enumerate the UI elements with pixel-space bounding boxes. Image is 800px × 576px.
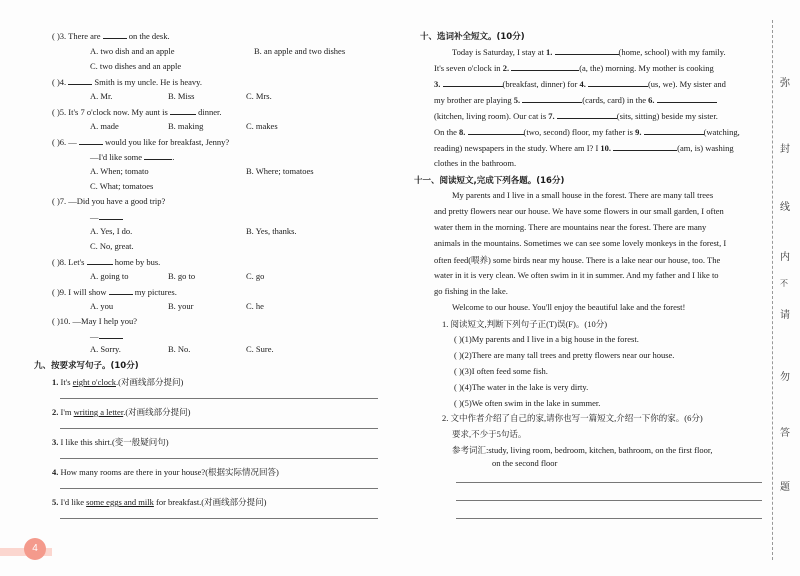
answer-blank[interactable] [170, 106, 196, 115]
question-10: ( )10. —May I help you? [52, 316, 137, 326]
writing-line[interactable] [456, 500, 762, 501]
cloze-line-7: reading) newspapers in the study. Where am I? I 10. (am, is) washing [434, 143, 734, 153]
section-10-title: 十、选词补全短文。(10分) [420, 32, 525, 42]
sentence-4: 4. How many rooms are there in your house?(根据实际情况回答) [52, 467, 279, 477]
question-7: ( )7. —Did you have a good trip? [52, 196, 166, 206]
answer-blank[interactable] [522, 94, 582, 103]
answer-blank[interactable] [613, 142, 677, 151]
sentence-1: 1. It's eight o'clock.(对画线部分提问) [52, 377, 184, 387]
answer-blank[interactable] [79, 136, 103, 145]
question-9: ( )9. I will show my pictures. [52, 287, 177, 297]
reading-q2-reference-cont: on the second floor [492, 458, 558, 468]
option-a: A. When; tomato [90, 166, 149, 176]
option-a: A. two dish and an apple [90, 46, 175, 56]
passage-line: go fishing in the lake. [434, 286, 508, 296]
answer-line[interactable] [60, 398, 378, 399]
sentence-3: 3. I like this shirt.(变一般疑问句) [52, 437, 169, 447]
sentence-2: 2. I'm writing a letter.(对画线部分提问) [52, 407, 191, 417]
page-number: 4 [24, 538, 46, 560]
answer-blank[interactable] [87, 256, 113, 265]
answer-line[interactable] [60, 428, 378, 429]
sentence-5: 5. I'd like some eggs and milk for breakfast.(对画线部分提问) [52, 497, 267, 507]
question-7-reply: — [90, 211, 123, 222]
passage-line: animals in the mountains. Sometimes we can see some lovely monkeys in the forest, I [434, 238, 727, 248]
answer-blank[interactable] [103, 30, 127, 39]
question-4: ( )4. Smith is my uncle. He is heavy. [52, 77, 202, 87]
answer-blank[interactable] [443, 78, 503, 87]
side-char: 弥 [780, 78, 790, 89]
passage-line: Welcome to our house. You'll enjoy the beautiful lake and the forest! [452, 302, 686, 312]
option-b: B. your [168, 301, 194, 311]
side-char: 不 [780, 279, 788, 288]
answer-blank[interactable] [511, 62, 579, 71]
reading-q1-title: 1. 阅读短文,判断下列句子正(T)误(F)。(10分) [442, 319, 608, 329]
answer-blank[interactable] [68, 76, 92, 85]
question-3: ( )3. There are on the desk. [52, 31, 170, 41]
option-a: A. going to [90, 271, 129, 281]
answer-blank[interactable] [555, 46, 619, 55]
answer-line[interactable] [60, 488, 378, 489]
reading-q2-reference: 参考词汇:study, living room, bedroom, kitchen, bathroom, on the first floor, [452, 445, 713, 455]
writing-line[interactable] [456, 518, 762, 519]
option-b: B. making [168, 121, 204, 131]
option-b: B. Yes, thanks. [246, 226, 297, 236]
passage-line: often feed(喂养) some birds near my house. There is a lake near our house, too. The [434, 255, 721, 265]
option-c: C. go [246, 271, 265, 281]
question-8: ( )8. Let's home by bus. [52, 257, 161, 267]
option-a: A. Yes, I do. [90, 226, 133, 236]
side-char: 题 [780, 482, 790, 493]
option-c: C. No, great. [90, 241, 134, 251]
option-b: B. an apple and two dishes [254, 46, 346, 56]
cloze-line-6: On the 8. (two, second) floor, my father is 9. (watching, [434, 127, 740, 137]
option-a: A. made [90, 121, 119, 131]
option-c: C. What; tomatoes [90, 181, 154, 191]
tf-item: ( )(1)My parents and I live in a big house in the forest. [454, 334, 639, 344]
answer-blank[interactable] [644, 126, 704, 135]
option-a: A. Mr. [90, 91, 113, 101]
cloze-line-5: (kitchen, living room). Our cat is 7. (sits, sitting) beside my sister. [434, 111, 718, 121]
side-char: 线 [780, 202, 790, 213]
passage-line: My parents and I live in a small house in the forest. There are many tall trees [452, 190, 714, 200]
reading-q2-title: 2. 文中作者介绍了自己的家,请你也写一篇短文,介绍一下你的家。(6分) [442, 413, 703, 423]
option-c: C. Mrs. [246, 91, 272, 101]
section-9-title: 九、按要求写句子。(10分) [34, 361, 139, 371]
passage-line: water in it is very clean. We often swim in it in summer. And my father and I like to [434, 270, 719, 280]
answer-blank[interactable] [99, 330, 123, 339]
option-c: C. Sure. [246, 344, 274, 354]
question-6-reply: —I'd like some . [90, 152, 175, 162]
cloze-line-2: It's seven o'clock in 2. (a, the) morning. My mother is cooking [434, 63, 714, 73]
side-char: 勿 [780, 372, 790, 383]
passage-line: water them in the morning. There are mountains near the forest. There are many [434, 222, 707, 232]
writing-line[interactable] [456, 482, 762, 483]
answer-line[interactable] [60, 458, 378, 459]
answer-blank[interactable] [468, 126, 524, 135]
answer-blank[interactable] [557, 110, 617, 119]
tf-item: ( )(3)I often feed some fish. [454, 366, 548, 376]
option-b: B. go to [168, 271, 196, 281]
option-b: B. No. [168, 344, 191, 354]
tf-item: ( )(5)We often swim in the lake in summer. [454, 398, 601, 408]
answer-blank[interactable] [657, 94, 717, 103]
answer-blank[interactable] [144, 151, 172, 160]
passage-line: and pretty flowers near our house. We have some flowers in our small garden, I often [434, 206, 724, 216]
question-6: ( )6. — would you like for breakfast, Jenny? [52, 137, 230, 147]
option-c: C. makes [246, 121, 278, 131]
answer-blank[interactable] [109, 286, 133, 295]
option-a: A. you [90, 301, 114, 311]
reading-q2-requirement: 要求,不少于5句话。 [452, 429, 527, 439]
answer-blank[interactable] [99, 211, 123, 220]
question-10-reply: — [90, 330, 123, 341]
answer-blank[interactable] [588, 78, 648, 87]
cloze-line-1: Today is Saturday, I stay at 1. (home, school) with my family. [452, 47, 726, 57]
binding-line [772, 20, 773, 560]
cloze-line-4: my brother are playing 5. (cards, card) in the 6. [434, 94, 717, 105]
side-char: 请 [780, 310, 790, 321]
option-b: B. Miss [168, 91, 195, 101]
answer-line[interactable] [60, 518, 378, 519]
side-char: 封 [780, 144, 790, 155]
option-c: C. two dishes and an apple [90, 61, 182, 71]
section-11-title: 十一、阅读短文,完成下列各题。(16分) [414, 176, 565, 186]
cloze-line-3: 3. (breakfast, dinner) for 4. (us, we). My sister and [434, 79, 726, 89]
side-char: 答 [780, 428, 790, 439]
option-b: B. Where; tomatoes [246, 166, 314, 176]
tf-item: ( )(2)There are many tall trees and pretty flowers near our house. [454, 350, 675, 360]
tf-item: ( )(4)The water in the lake is very dirty. [454, 382, 589, 392]
side-char: 内 [780, 252, 790, 263]
question-5: ( )5. It's 7 o'clock now. My aunt is dinner. [52, 107, 222, 117]
option-a: A. Sorry. [90, 344, 121, 354]
option-c: C. he [246, 301, 264, 311]
cloze-line-8: clothes in the bathroom. [434, 158, 517, 168]
